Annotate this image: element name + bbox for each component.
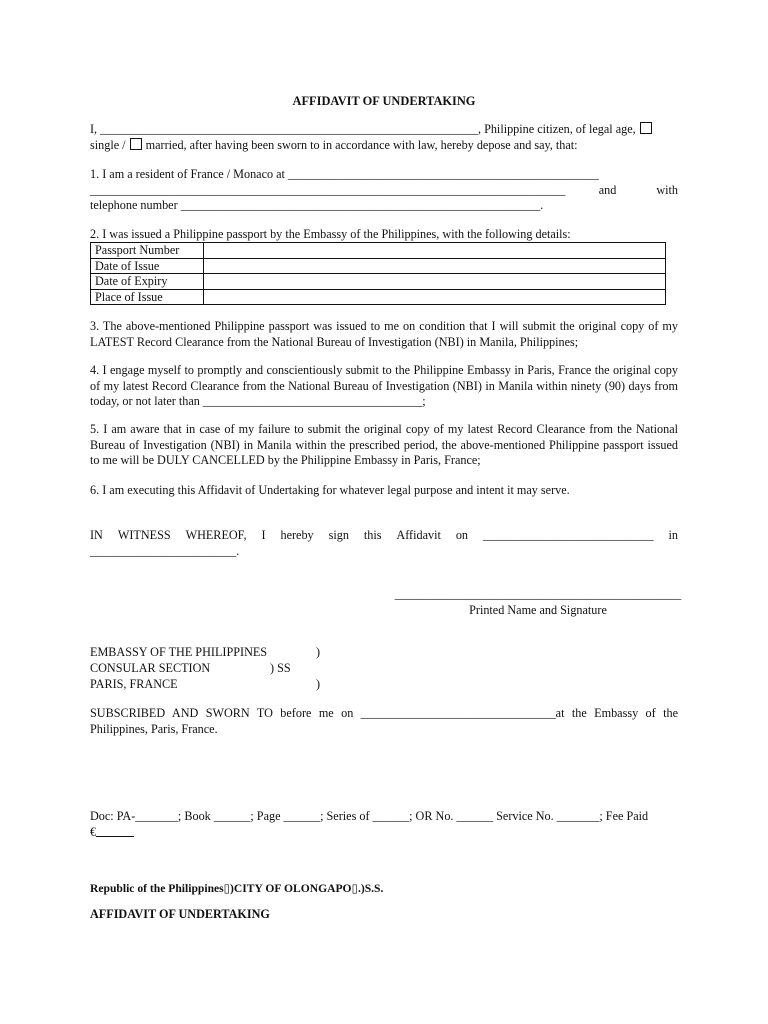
single-label: single / (90, 137, 126, 152)
paragraph-5: 5. I am aware that in case of my failure to submit the original copy of my latest Record Clearance from the National Bureau of Investigation (NBI) in Manila within the prescribed period, the above-mentioned Philippine passport issued to me will be DULY CANCELLED by the Philippine Embassy in Paris, France; (90, 422, 678, 468)
married-checkbox[interactable] (130, 138, 142, 150)
witness-word: I (261, 528, 266, 542)
intro-paragraph (90, 122, 678, 153)
venue-ss: ) SS (270, 661, 291, 675)
married-label: married, after having been sworn to in accordance with law, hereby depose and say, that: (145, 137, 578, 152)
address-blank: ___________________________________________________ (287, 167, 599, 181)
p1-with-text: with (656, 182, 678, 197)
date-of-expiry-field[interactable] (204, 274, 666, 290)
witness-line-1 (90, 528, 678, 544)
fee-blank (96, 825, 134, 837)
telephone-blank: ___________________________________________________________ (180, 198, 541, 213)
intro-prefix: I, (90, 122, 101, 136)
intro-line-1 (90, 122, 678, 138)
venue-line-3 (90, 677, 390, 693)
witness-word: in (668, 528, 678, 542)
footer-title: AFFIDAVIT OF UNDERTAKING (90, 907, 270, 921)
doc-reference-line: Doc: PA-_______; Book ______; Page ______; Series of ______; OR No. ______ Service No. _______; Fee Paid (90, 809, 649, 823)
table-row (91, 243, 666, 259)
republic-line: Republic of the Philippines▯)CITY OF OLONGAPO▯.)S.S. (90, 882, 384, 895)
venue-consular: CONSULAR SECTION (90, 661, 211, 675)
passport-number-field[interactable] (204, 243, 666, 259)
p2-text: 2. I was issued a Philippine passport by the Embassy of the Philippines, with the following details: (90, 227, 571, 241)
p1-line-1 (90, 167, 678, 183)
witness-word: this (363, 528, 382, 542)
doc-block (90, 809, 678, 840)
signature-line: _______________________________________________ (394, 587, 682, 601)
fee-line (90, 825, 678, 841)
venue-line-2 (90, 661, 390, 677)
witness-date-blank: ____________________________ (482, 528, 654, 542)
paragraph-4: 4. I engage myself to promptly and conscientiously submit to the Philippine Embassy in Paris, France the original copy of my latest Record Clearance from the National Bureau of Investigation (NBI) in Manila within ninety (90) days from today, or not later than ____________________________________; (90, 363, 678, 409)
sworn-paragraph: SUBSCRIBED AND SWORN TO before me on ________________________________at the Embassy of the Philippines, Paris, France. (90, 706, 678, 736)
p1-and-text: and (598, 182, 617, 197)
paragraph-2 (90, 227, 678, 243)
passport-details-table (90, 242, 666, 305)
witness-word: sign (328, 528, 349, 542)
venue-line-1 (90, 645, 390, 661)
p1-period: . (540, 198, 544, 213)
table-label: Date of Issue (91, 258, 204, 274)
p1-text: 1. I am a resident of France / Monaco at (90, 167, 288, 181)
signature-block (388, 587, 688, 618)
witness-word: on (455, 528, 468, 542)
witness-word: Affidavit (396, 528, 441, 542)
passport-details-table-wrap (90, 242, 666, 305)
venue-city: PARIS, FRANCE (90, 677, 178, 691)
intro-citizen-text: , Philippine citizen, of legal age, (477, 122, 636, 136)
venue-embassy: EMBASSY OF THE PHILIPPINES (90, 645, 268, 659)
name-blank: ______________________________________________________________ (100, 122, 478, 136)
venue-paren: ) (316, 677, 321, 691)
table-row (91, 289, 666, 305)
date-of-issue-field[interactable] (204, 258, 666, 274)
p1-line-2 (90, 183, 678, 199)
euro-sign: € (90, 824, 97, 839)
witness-place-blank: ________________________. (90, 543, 240, 558)
p1-line-3 (90, 198, 678, 214)
venue-paren: ) (316, 645, 321, 659)
paragraph-3: 3. The above-mentioned Philippine passport was issued to me on condition that I will submit the original copy of my LATEST Record Clearance from the National Bureau of Investigation (NBI) in Manila, Philippines; (90, 319, 678, 349)
place-of-issue-field[interactable] (204, 289, 666, 305)
telephone-label: telephone number (90, 198, 181, 213)
table-label: Date of Expiry (91, 274, 204, 290)
address-blank-2: ______________________________________________________________________________ (90, 182, 566, 197)
venue-block (90, 645, 390, 693)
paragraph-6: 6. I am executing this Affidavit of Undertaking for whatever legal purpose and intent it may serve. (90, 483, 570, 497)
paragraph-1 (90, 167, 678, 214)
table-label: Passport Number (91, 243, 204, 259)
witness-paragraph (90, 528, 678, 559)
table-label: Place of Issue (91, 289, 204, 305)
signature-label: Printed Name and Signature (469, 602, 607, 617)
table-row (91, 258, 666, 274)
intro-line-2 (90, 138, 678, 154)
witness-word: hereby (280, 528, 314, 542)
single-checkbox[interactable] (640, 122, 652, 134)
document-title: AFFIDAVIT OF UNDERTAKING (292, 94, 476, 108)
witness-word: WHEREOF, (185, 528, 247, 542)
table-row (91, 274, 666, 290)
witness-word: IN (90, 528, 103, 542)
witness-word: WITNESS (117, 528, 171, 542)
